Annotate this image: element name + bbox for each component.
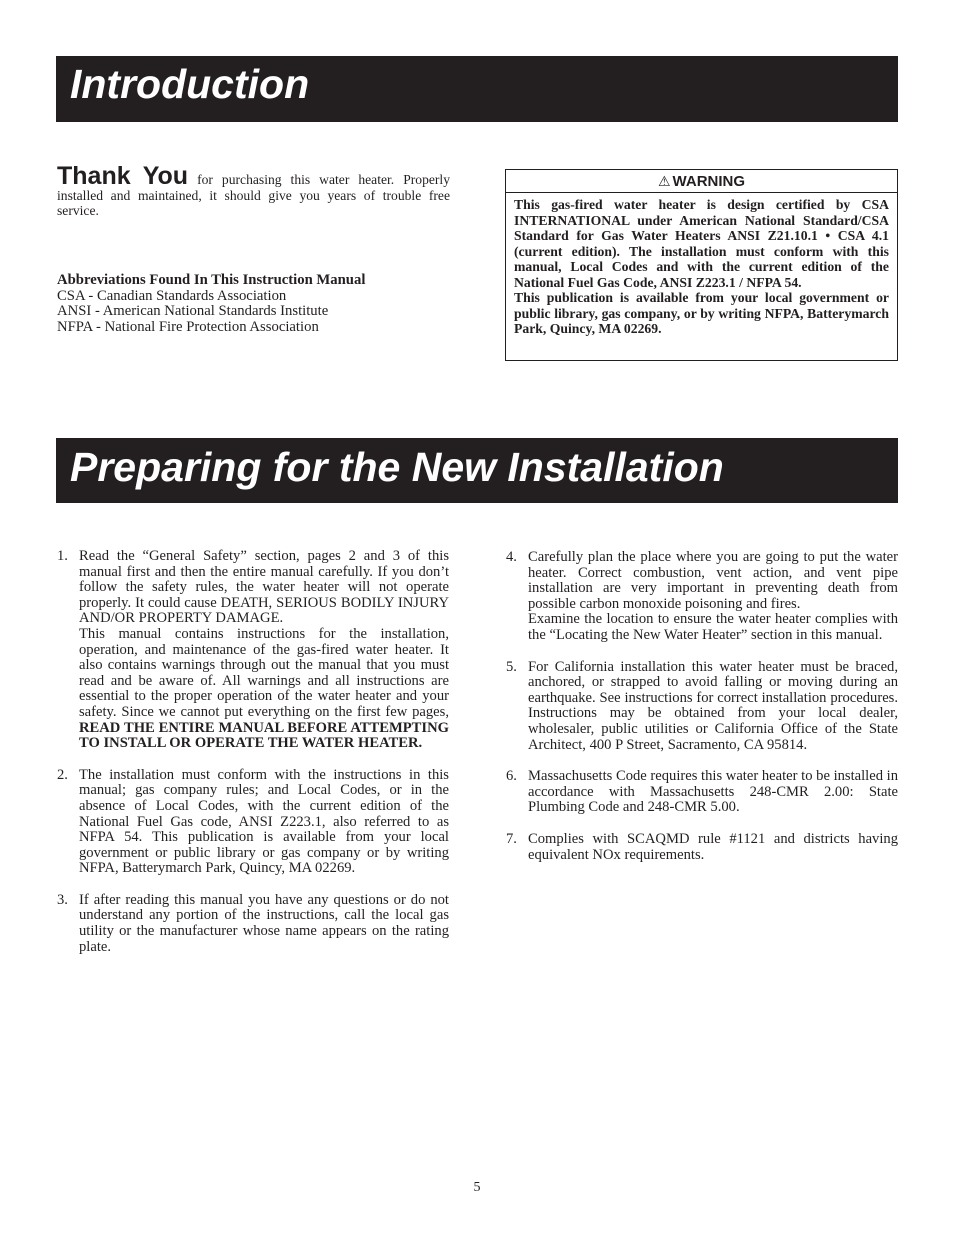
list-item: [506, 832, 898, 863]
item-number: 4.: [506, 549, 517, 565]
warning-header: [506, 170, 897, 193]
item-number: 1.: [57, 548, 68, 564]
item-number: 7.: [506, 830, 517, 847]
warning-body: [506, 193, 897, 337]
thank-you-paragraph: [57, 162, 451, 219]
abbreviation-item: NFPA - National Fire Protection Association: [57, 318, 319, 335]
item-text: Massachusetts Code requires this water heater to be installed in accordance with Massachusetts 248-CMR 2.00: State Plumbing Code and 248-CMR 5.00.: [528, 768, 899, 816]
item-number: 6.: [506, 768, 517, 785]
list-item: [57, 768, 449, 877]
thank-you-lead: Thank You: [57, 162, 189, 190]
item-text: Read the “General Safety” section, pages 2 and 3 of this manual first and then the entire manual carefully. If you don’t follow the safety rules, the water heater will not operate properly. It could cause DEATH, SERIOUS BODILY INJURY AND/OR PROPERTY DAMAGE.: [79, 548, 449, 627]
abbreviation-item: CSA - Canadian Standards Association: [57, 287, 287, 304]
item-text: This manual contains instructions for the installation, operation, and maintenance of the gas-fired water heater. It also contains warnings through out the manual that you must read and be aware of. All warnings and all instructions are essential to the proper operation of the water heater and your safety. Since we cannot put everything on the first few pages,: [79, 625, 449, 720]
list-item: [57, 549, 449, 752]
item-text: Examine the location to ensure the water heater complies with the “Locating the New Water Heater” section in this manual.: [528, 611, 898, 643]
list-item: [57, 893, 449, 955]
list-item: [506, 660, 898, 754]
abbreviations-heading: Abbreviations Found In This Instruction Manual: [57, 272, 366, 288]
item-text: The installation must conform with the instructions in this manual; gas company rules; and Local Codes, or in the absence of Local Codes, with the current edition of the National Fuel Gas code, ANSI Z223.1, also referred to as NFPA 54. This publication is available from your local government or public library or gas company or by writing NFPA, Batterymarch Park, Quincy, MA 02269.: [79, 766, 449, 877]
instructions-right-column: [506, 550, 898, 863]
warning-label: WARNING: [672, 173, 746, 190]
item-number: 5.: [506, 658, 517, 675]
list-item: [506, 769, 898, 816]
item-text: If after reading this manual you have any questions or do not understand any portion of the instructions, call the local gas utility or the manufacturer whose name appears on the rating plate.: [79, 891, 449, 955]
page-number: 5: [473, 1180, 481, 1195]
warning-box: [505, 169, 898, 361]
warning-paragraph: This gas-fired water heater is design certified by CSA INTERNATIONAL under American National Standard/CSA Standard for Gas Water Heaters ANSI Z21.10.1 • CSA 4.1 (current edition). The installation must conform with this manual, Local Codes and with the current edition of the National Fuel Gas Code, ANSI Z223.1 / NFPA 54.: [514, 197, 889, 290]
warning-paragraph: This publication is available from your local government or public library, gas company, or by writing NFPA, Batterymarch Park, Quincy, MA 02269.: [514, 290, 889, 336]
preparing-title: Preparing for the New Installation: [56, 438, 898, 503]
warning-triangle-icon: ⚠: [657, 173, 671, 189]
item-number: 3.: [57, 891, 68, 908]
abbreviation-item: ANSI - American National Standards Institute: [57, 303, 329, 320]
item-text: Carefully plan the place where you are going to put the water heater. Correct combustion, vent action, and vent pipe installation are very important in preventing death from possible carbon monoxide poisoning and fires.: [528, 549, 898, 612]
item-text: For California installation this water heater must be braced, anchored, or strapped to avoid falling or moving during an earthquake. See instructions for correct installation procedures. Instructions may be obtained from your local dealer, wholesaler, public utilities or California Office of the State Architect, 400 P Street, Sacramento, CA 95814.: [528, 658, 898, 753]
list-item: [506, 550, 898, 644]
item-bold-text: READ THE ENTIRE MANUAL BEFORE ATTEMPTING TO INSTALL OR OPERATE THE WATER HEATER.: [79, 719, 449, 752]
instructions-left-column: [57, 549, 449, 955]
thank-you-text: for purchasing this water heater. Properly installed and maintained, it should give you years of trouble free service.: [57, 172, 451, 218]
introduction-title: Introduction: [56, 56, 898, 122]
item-text: Complies with SCAQMD rule #1121 and districts having equivalent NOx requirements.: [528, 830, 898, 863]
abbreviations-list: [57, 273, 457, 335]
item-number: 2.: [57, 766, 68, 783]
